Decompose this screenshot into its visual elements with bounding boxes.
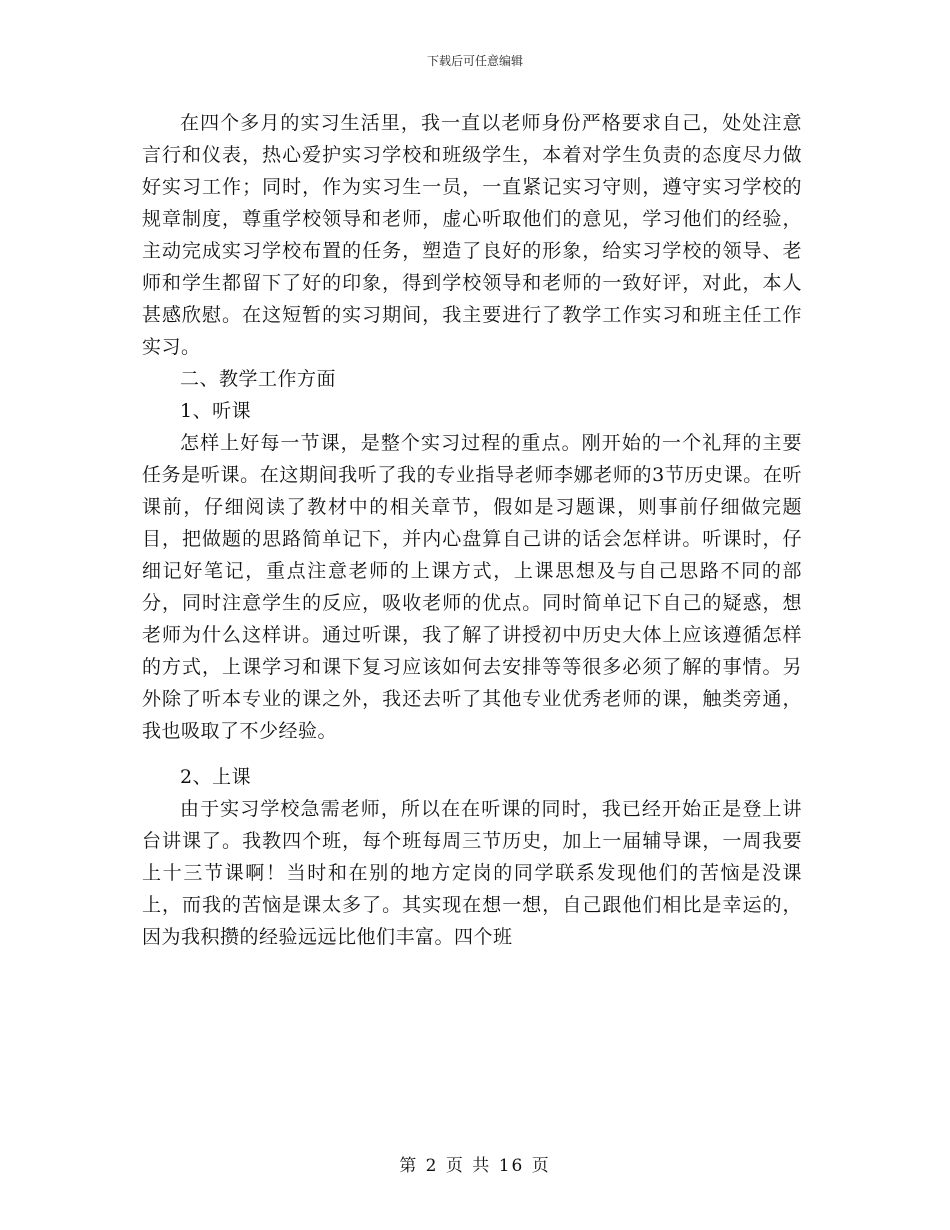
- paragraph-observation: 怎样上好每一节课，是整个实习过程的重点。刚开始的一个礼拜的主要任务是听课。在这期间我听了我的专业指导老师李娜老师的3节历史课。在听课前，仔细阅读了教材中的相关章节，假如是习题课，则事前仔细做完题目，把做题的思路简单记下，并内心盘算自己讲的话会怎样讲。听课时，仔细记好笔记，重点注意老师的上课方式，上课思想及与自己思路不同的部分，同时注意学生的反应，吸收老师的优点。同时简单记下自己的疑惑，想老师为什么这样讲。通过听课，我了解了讲授初中历史大体上应该遵循怎样的方式，上课学习和课下复习应该如何去安排等等很多必须了解的事情。另外除了听本专业的课之外，我还去听了其他专业优秀老师的课，触类旁通，我也吸取了不少经验。: [142, 432, 802, 742]
- subheading-observation: 1、听课: [180, 400, 252, 422]
- subheading-teaching: 2、上课: [180, 766, 252, 788]
- paragraph-teaching: 由于实习学校急需老师，所以在在听课的同时，我已经开始正是登上讲台讲课了。我教四个班，每个班每周三节历史，加上一届辅导课，一周我要上十三节课啊！当时和在别的地方定岗的同学联系发现他们的苦恼是没课上，而我的苦恼是课太多了。其实现在想一想，自己跟他们相比是幸运的，因为我积攒的经验远远比他们丰富。四个班: [142, 798, 802, 948]
- paragraph-internship-summary: 在四个多月的实习生活里，我一直以老师身份严格要求自己，处处注意言行和仪表，热心爱护实习学校和班级学生，本着对学生负责的态度尽力做好实习工作；同时，作为实习生一员，一直紧记实习守则，遵守实习学校的规章制度，尊重学校领导和老师，虚心听取他们的意见，学习他们的经验，主动完成实习学校布置的任务，塑造了良好的形象，给实习学校的领导、老师和学生都留下了好的印象，得到学校领导和老师的一致好评，对此，本人甚感欣慰。在这短暂的实习期间，我主要进行了教学工作实习和班主任工作实习。: [142, 112, 802, 358]
- page-header: 下载后可任意编辑: [426, 54, 523, 68]
- page-number-footer: 第 2 页 共 16 页: [399, 1156, 551, 1176]
- document-body: [142, 107, 802, 953]
- section-heading-teaching: 二、教学工作方面: [180, 368, 337, 390]
